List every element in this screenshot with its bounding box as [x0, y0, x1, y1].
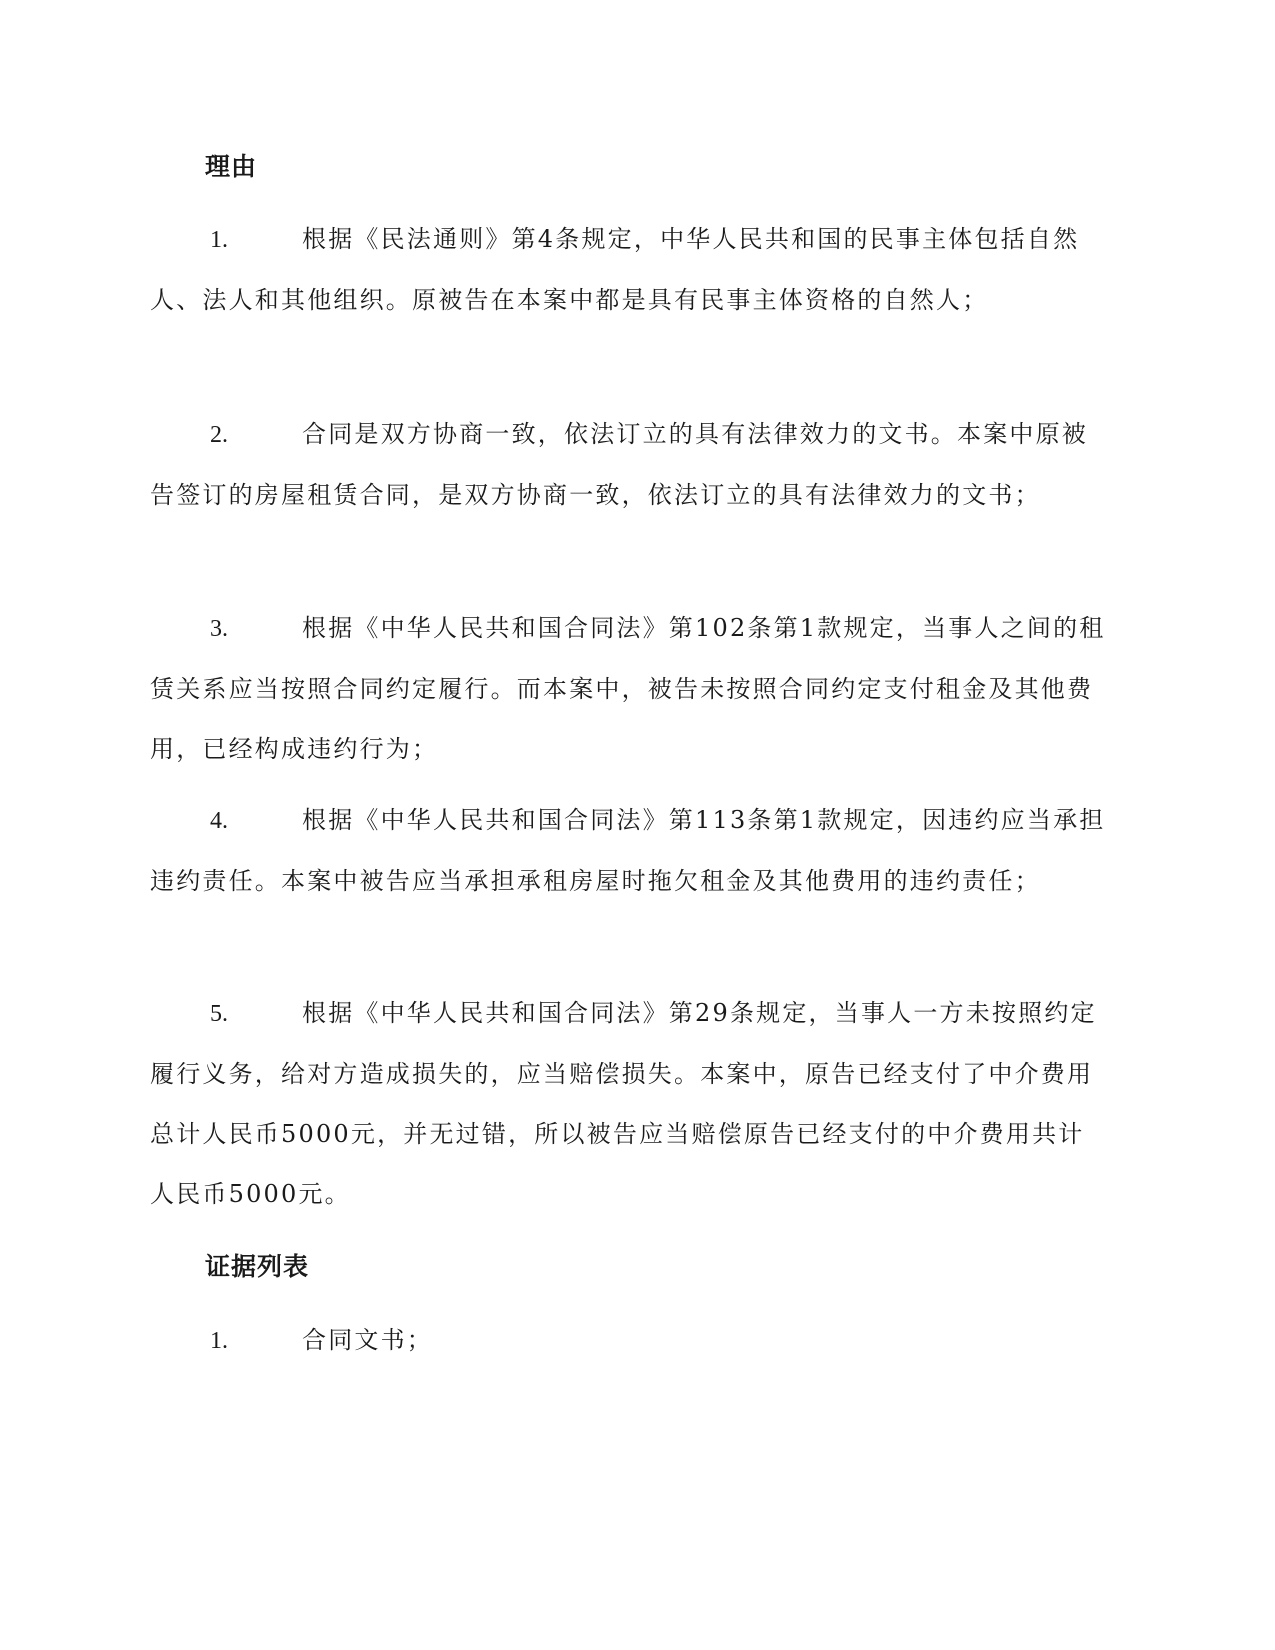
reason-item-2-text: 合同是双方协商一致，依法订立的具有法律效力的文书。本案中原被告签订的房屋租赁合同，是双方协商一致，依法订立的具有法律效力的文书；	[150, 420, 1088, 509]
reason-item-4-text: 根据《中华人民共和国合同法》第113条第1款规定，因违约应当承担违约责任。本案中被告应当承担承租房屋时拖欠租金及其他费用的违约责任；	[150, 806, 1106, 895]
reason-item-4-number: 4.	[210, 808, 228, 834]
reason-item-5-number: 5.	[210, 1001, 228, 1027]
evidence-item-1-number: 1.	[210, 1328, 228, 1354]
reason-item-1-number: 1.	[210, 227, 228, 253]
reason-item-4	[150, 790, 1110, 911]
reason-item-1-text: 根据《民法通则》第4条规定，中华人民共和国的民事主体包括自然人、法人和其他组织。原被告在本案中都是具有民事主体资格的自然人；	[150, 225, 1080, 314]
reason-item-5-text: 根据《中华人民共和国合同法》第29条规定，当事人一方未按照约定履行义务，给对方造成损失的，应当赔偿损失。本案中，原告已经支付了中介费用总计人民币5000元，并无过错，所以被告应当赔偿原告已经支付的中介费用共计人民币5000元。	[150, 999, 1097, 1208]
evidence-heading: 证据列表	[205, 1252, 310, 1281]
reason-item-1	[150, 209, 1110, 330]
evidence-item-1	[150, 1310, 1110, 1371]
reason-item-3-text: 根据《中华人民共和国合同法》第102条第1款规定，当事人之间的租赁关系应当按照合同约定履行。而本案中，被告未按照合同约定支付租金及其他费用，已经构成违约行为；	[150, 614, 1106, 763]
reason-item-3	[150, 598, 1110, 779]
reason-item-2-number: 2.	[210, 422, 228, 448]
reason-item-2	[150, 404, 1110, 525]
evidence-item-1-text: 合同文书；	[302, 1326, 433, 1354]
reason-item-3-number: 3.	[210, 616, 228, 642]
reasons-heading: 理由	[205, 152, 258, 181]
reason-item-5	[150, 983, 1110, 1224]
